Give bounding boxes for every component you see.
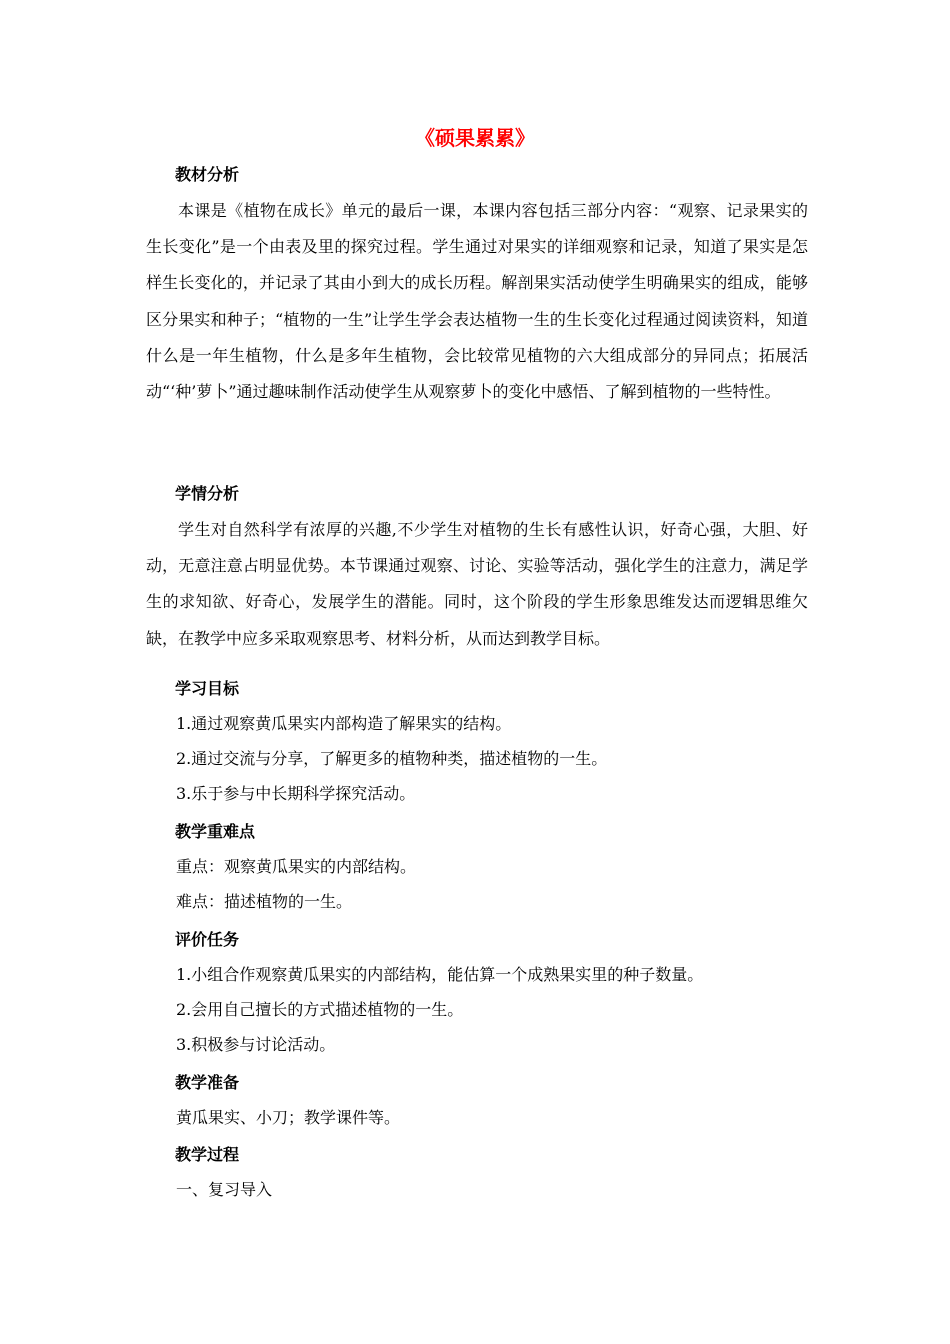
section-heading: 教学准备 bbox=[175, 1073, 240, 1092]
section-materials bbox=[146, 163, 808, 410]
list-item: 一、复习导入 bbox=[176, 1180, 273, 1199]
section-heading: 教学重难点 bbox=[175, 822, 256, 841]
section-goals bbox=[146, 677, 808, 806]
list-item: 黄瓜果实、小刀；教学课件等。 bbox=[176, 1108, 401, 1127]
section-paragraph: 学生对自然科学有浓厚的兴趣,不少学生对植物的生长有感性认识，好奇心强，大胆、好动，无意注意占明显优势。本节课通过观察、讨论、实验等活动，强化学生的注意力，满足学生的求知欲、好奇心，发展学生的潜能。同时，这个阶段的学生形象思维发达而逻辑思维欠缺，在教学中应多采取观察思考、材料分析，从而达到教学目标。 bbox=[146, 520, 808, 648]
section-heading: 教材分析 bbox=[175, 165, 240, 184]
list-item: 2.会用自己擅长的方式描述植物的一生。 bbox=[176, 1000, 464, 1019]
list-item: 1.小组合作观察黄瓜果实的内部结构，能估算一个成熟果实里的种子数量。 bbox=[176, 965, 704, 984]
section-heading: 教学过程 bbox=[175, 1145, 240, 1164]
section-paragraph: 本课是《植物在成长》单元的最后一课，本课内容包括三部分内容：“观察、记录果实的生长变化”是一个由表及里的探究过程。学生通过对果实的详细观察和记录，知道了果实是怎样生长变化的，并记录了其由小到大的成长历程。解剖果实活动使学生明确果实的组成，能够区分果实和种子；“植物的一生”让学生学会表达植物一生的生长变化过程通过阅读资料，知道什么是一年生植物，什么是多年生植物，会比较常见植物的六大组成部分的异同点；拓展活动“‘种’萝卜”通过趣味制作活动使学生从观察萝卜的变化中感悟、了解到植物的一些特性。 bbox=[146, 201, 808, 402]
section-process bbox=[146, 1143, 808, 1202]
section-key-points bbox=[146, 820, 808, 914]
list-item: 1.通过观察黄瓜果实内部构造了解果实的结构。 bbox=[176, 714, 512, 733]
section-heading: 学习目标 bbox=[175, 679, 240, 698]
section-heading: 评价任务 bbox=[175, 930, 240, 949]
list-item: 3.乐于参与中长期科学探究活动。 bbox=[176, 784, 416, 803]
section-heading: 学情分析 bbox=[175, 484, 240, 503]
list-item: 难点：描述植物的一生。 bbox=[176, 892, 353, 911]
list-item: 2.通过交流与分享，了解更多的植物种类，描述植物的一生。 bbox=[176, 749, 608, 768]
list-item: 重点：观察黄瓜果实的内部结构。 bbox=[176, 857, 417, 876]
list-item: 3.积极参与讨论活动。 bbox=[176, 1035, 336, 1054]
document-title: 《硕果累累》 bbox=[415, 126, 535, 150]
section-students bbox=[146, 482, 808, 657]
section-preparation bbox=[146, 1071, 808, 1130]
section-evaluation bbox=[146, 928, 808, 1057]
